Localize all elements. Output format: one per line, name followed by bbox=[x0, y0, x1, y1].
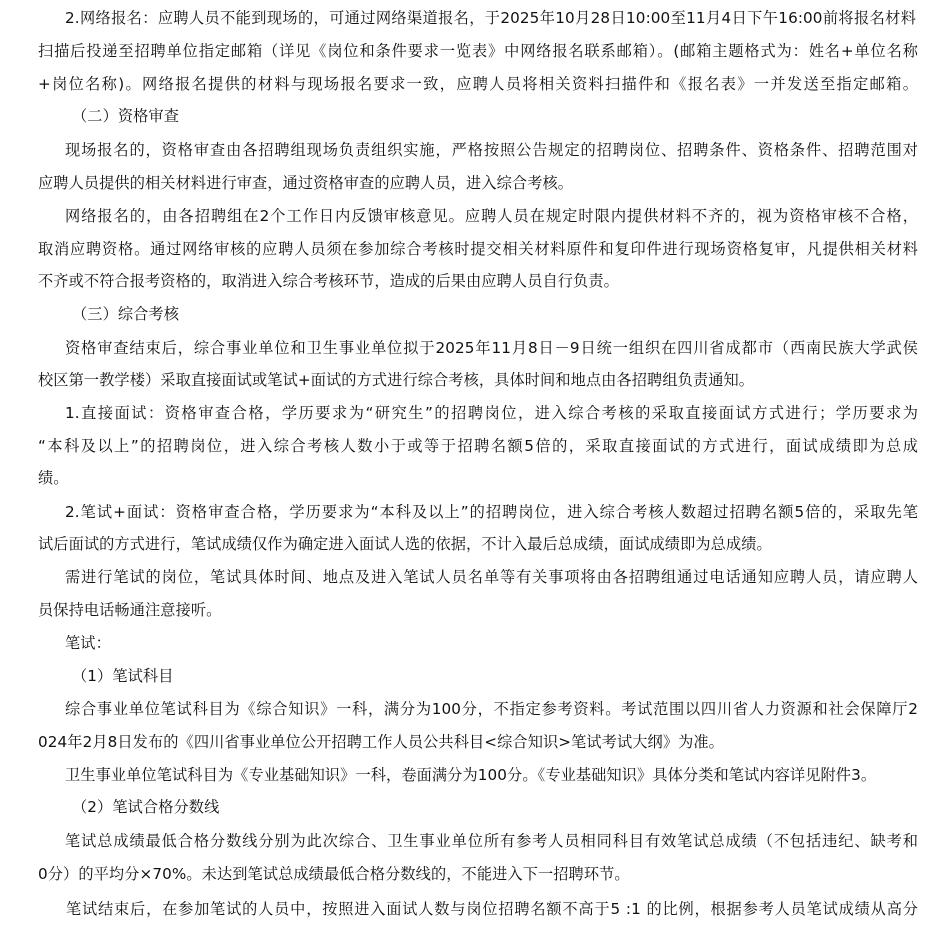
paragraph-line: 笔试结束后，在参加笔试的人员中，按照进入面试人数与岗位招聘名额不高于5 :1 的比例，根据参考人员笔试成绩从高分 bbox=[66, 900, 918, 918]
paragraph-line: 综合事业单位笔试科目为《综合知识》一科，满分为100分，不指定参考资料。考试范围以四川省人力资源和社会保障厅2 bbox=[65, 700, 918, 718]
section-heading: 笔试： bbox=[65, 634, 111, 652]
subsection-heading: （2）笔试合格分数线 bbox=[72, 798, 220, 816]
paragraph-line: 绩。 bbox=[38, 469, 69, 487]
paragraph-line: 员保持电话畅通注意接听。 bbox=[38, 601, 222, 619]
paragraph-line: 不齐或不符合报考资格的，取消进入综合考核环节，造成的后果由应聘人员自行负责。 bbox=[38, 272, 619, 290]
paragraph-line: 应聘人员提供的相关材料进行审查，通过资格审查的应聘人员，进入综合考核。 bbox=[38, 174, 574, 192]
paragraph-line: 试后面试的方式进行，笔试成绩仅作为确定进入面试人选的依据，不计入最后总成绩，面试成绩即为总成绩。 bbox=[38, 535, 772, 553]
paragraph-line: 资格审查结束后，综合事业单位和卫生事业单位拟于2025年11月8日－9日统一组织在四川省成都市（西南民族大学武侯 bbox=[65, 339, 918, 357]
paragraph-line: 需进行笔试的岗位，笔试具体时间、地点及进入笔试人员名单等有关事项将由各招聘组通过电话通知应聘人员，请应聘人 bbox=[65, 568, 918, 586]
paragraph-line: “本科及以上”的招聘岗位，进入综合考核人数小于或等于招聘名额5倍的，采取直接面试的方式进行，面试成绩即为总成 bbox=[38, 437, 918, 455]
paragraph-line: 取消应聘资格。通过网络审核的应聘人员须在参加综合考核时提交相关材料原件和复印件进行现场资格复审，凡提供相关材料 bbox=[38, 240, 918, 258]
paragraph-line: 0分）的平均分×70%。未达到笔试总成绩最低合格分数线的，不能进入下一招聘环节。 bbox=[38, 865, 630, 883]
paragraph-line: 扫描后投递至招聘单位指定邮箱（详见《岗位和条件要求一览表》中网络报名联系邮箱）。(邮箱主题格式为：姓名+单位名称 bbox=[38, 42, 918, 60]
paragraph-line: 卫生事业单位笔试科目为《专业基础知识》一科，卷面满分为100分。《专业基础知识》具体分类和笔试内容详见附件3。 bbox=[65, 766, 877, 784]
section-heading: （三）综合考核 bbox=[72, 305, 180, 323]
paragraph-line: 1.直接面试：资格审查合格，学历要求为“研究生”的招聘岗位，进入综合考核的采取直接面试方式进行；学历要求为 bbox=[65, 404, 918, 422]
paragraph-line: 网络报名的，由各招聘组在2个工作日内反馈审核意见。应聘人员在规定时限内提供材料不齐的，视为资格审核不合格， bbox=[65, 207, 918, 225]
section-heading: （二）资格审查 bbox=[72, 107, 180, 125]
paragraph-line: 校区第一教学楼）采取直接面试或笔试+面试的方式进行综合考核，具体时间和地点由各招聘组负责通知。 bbox=[38, 371, 755, 389]
paragraph-line: 2.笔试+面试：资格审查合格，学历要求为“本科及以上”的招聘岗位，进入综合考核人数超过招聘名额5倍的，采取先笔 bbox=[65, 503, 918, 521]
paragraph-line: 024年2月8日发布的《四川省事业单位公开招聘工作人员公共科目<综合知识>笔试考试大纲》为准。 bbox=[38, 733, 724, 751]
subsection-heading: （1）笔试科目 bbox=[72, 667, 174, 685]
paragraph-line: 笔试总成绩最低合格分数线分别为此次综合、卫生事业单位所有参考人员相同科目有效笔试总成绩（不包括违纪、缺考和 bbox=[65, 832, 918, 850]
paragraph-line: 2.网络报名：应聘人员不能到现场的，可通过网络渠道报名，于2025年10月28日10:00至11月4日下午16:00前将报名材料 bbox=[65, 9, 916, 27]
paragraph-line: 现场报名的，资格审查由各招聘组现场负责组织实施，严格按照公告规定的招聘岗位、招聘条件、资格条件、招聘范围对 bbox=[65, 141, 918, 159]
paragraph-line: +岗位名称)。网络报名提供的材料与现场报名要求一致，应聘人员将相关资料扫描件和《报名表》一并发送至指定邮箱。 bbox=[38, 75, 918, 93]
